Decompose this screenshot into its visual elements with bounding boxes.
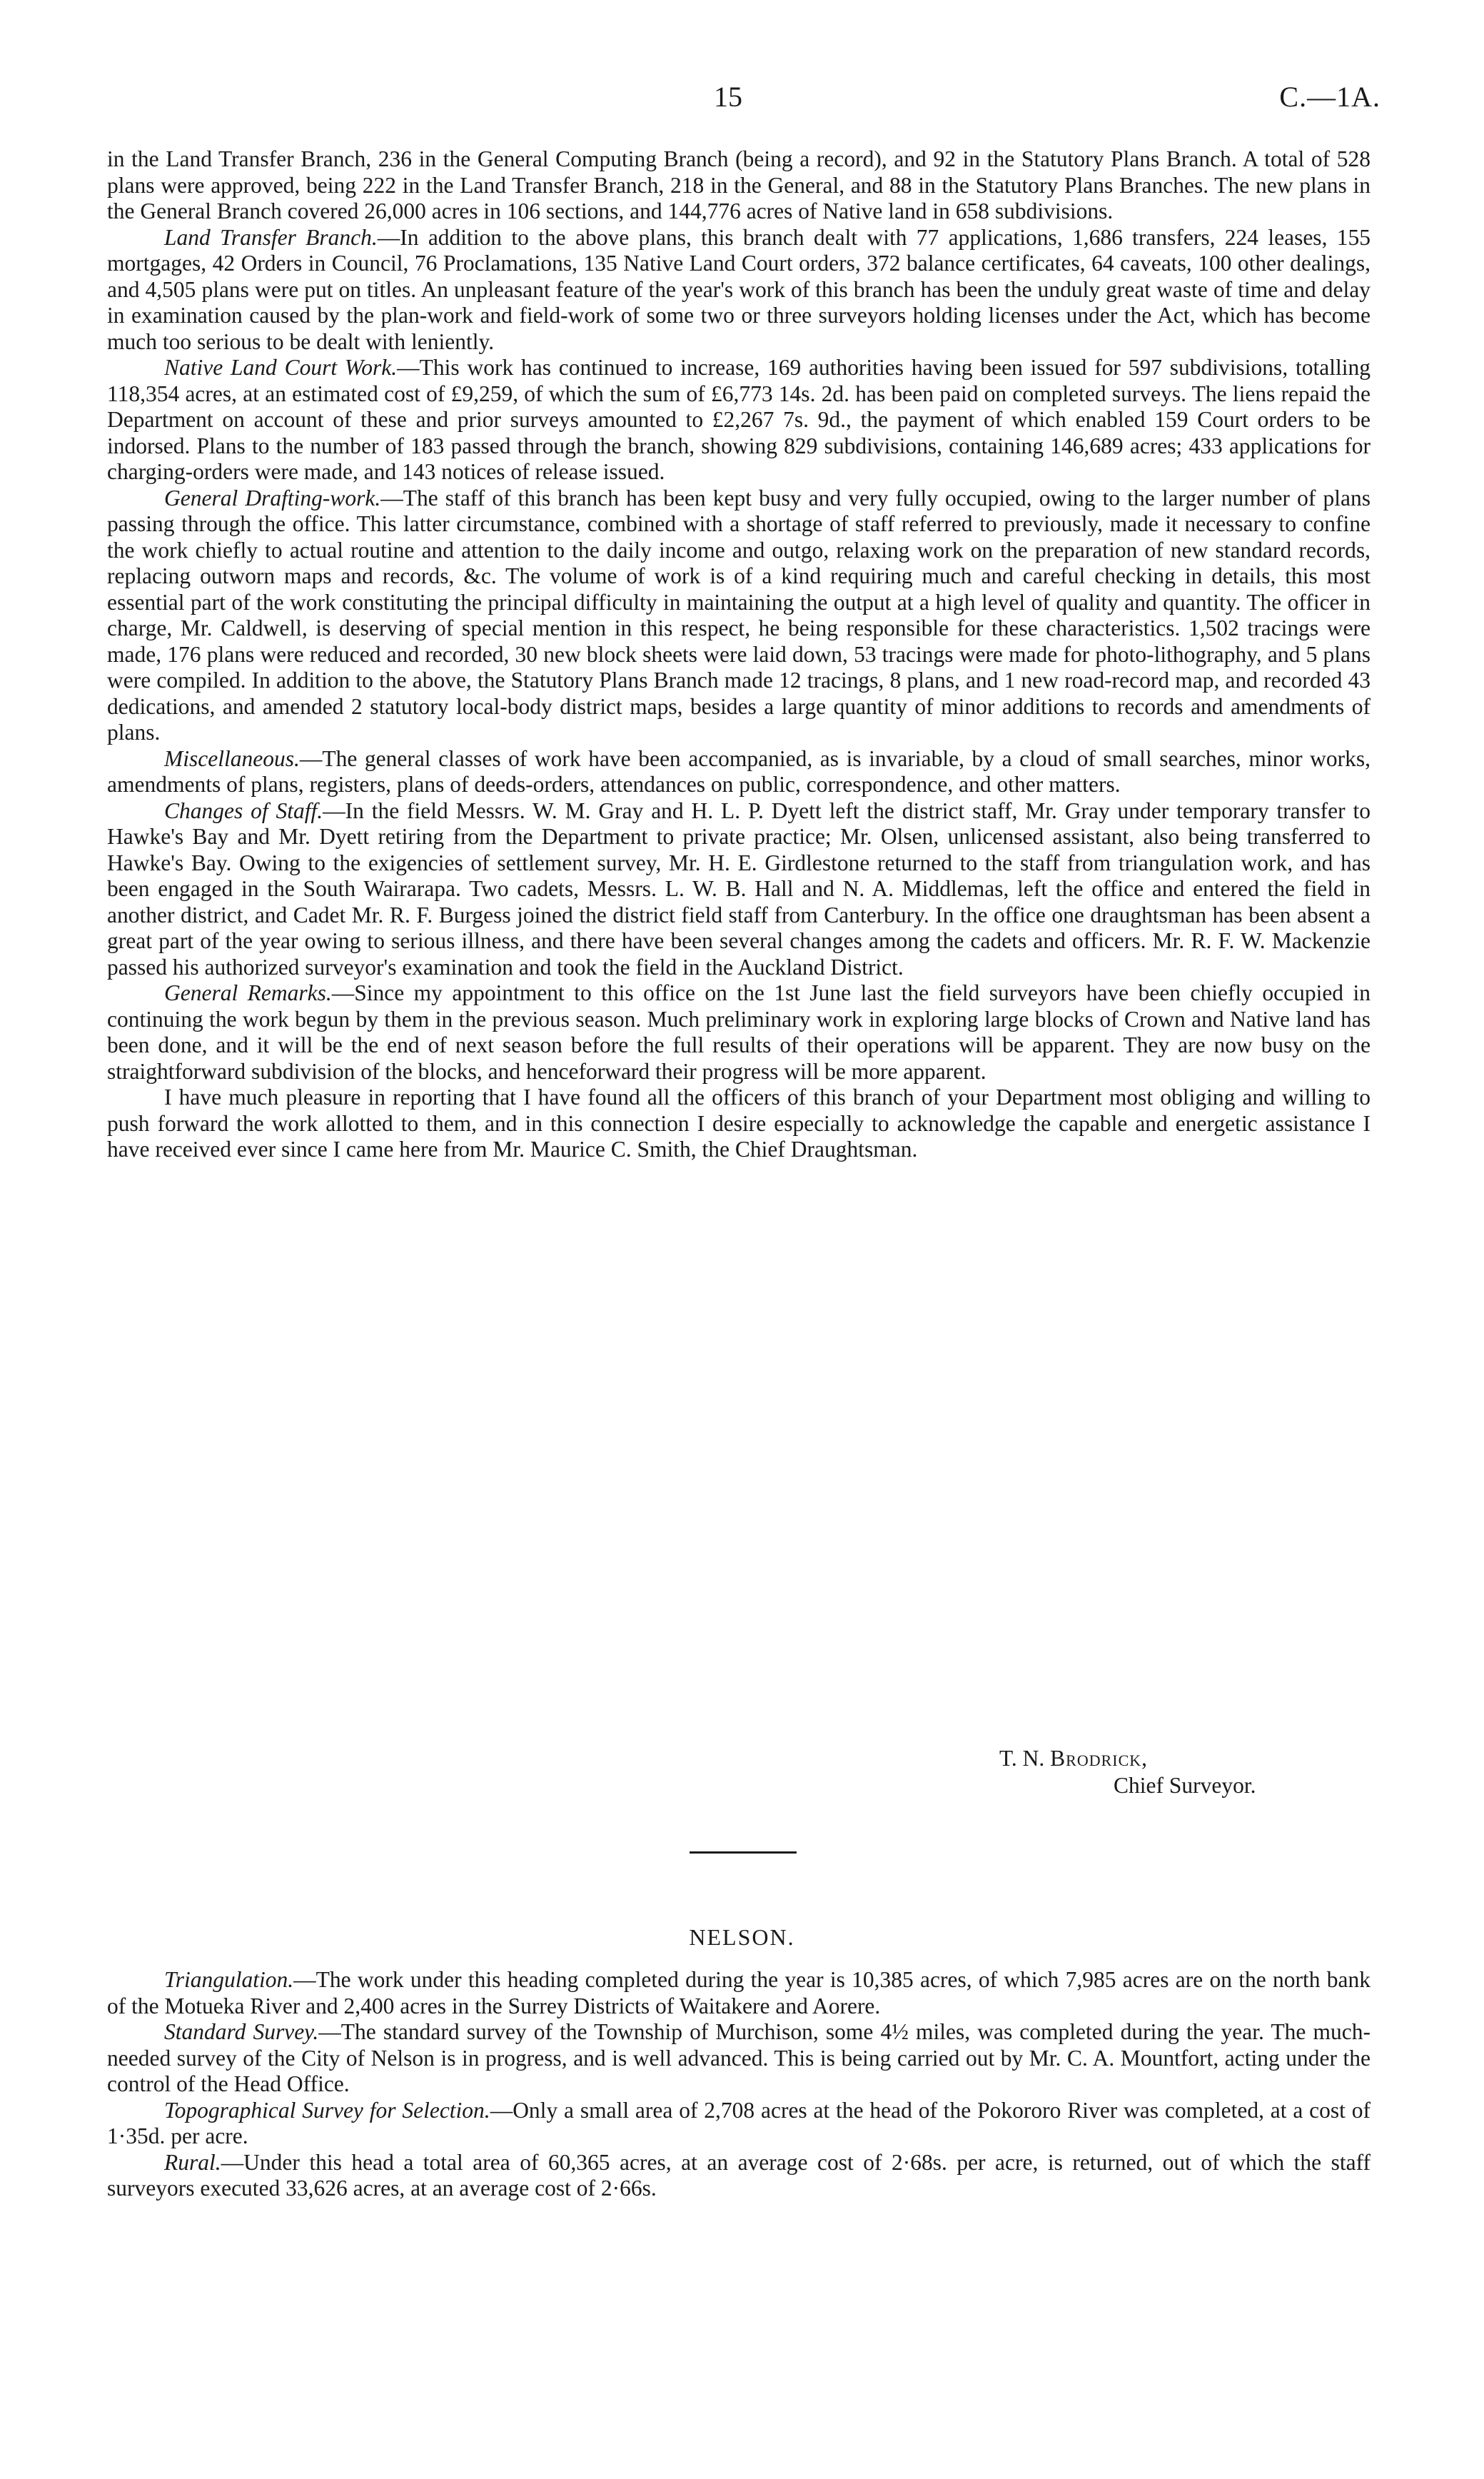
paragraph [107,980,1371,1085]
paragraph-text: —The work under this heading completed during the year is 10,385 acres, of which 7,985 acres are on the north bank of the Motueka River and 2,400 acres in the Surrey Districts of Waitakere and Aorere. [107,1967,1371,2018]
signatory-title: Chief Surveyor. [1114,1773,1256,1798]
paragraph-text: I have much pleasure in reporting that I have found all the officers of this branch of your Department most obliging and willing to push forward the work allotted to them, and in this connection I desire especially to acknowledge the capable and energetic assistance I have received ever since I came here from Mr. Maurice C. Smith, the Chief Draughtsman. [107,1085,1371,1162]
paragraph-heading: Standard Survey. [164,2019,319,2044]
paragraph [107,2150,1371,2202]
section-divider [690,1851,797,1854]
signatory-initials: T. N. [999,1746,1045,1771]
paragraph-heading: Changes of Staff. [164,798,323,823]
paragraph-text: —Only a small area of 2,708 acres at the head of the Pokororo River was completed, at a cost of 1·35d. per acre. [107,2097,1371,2148]
paragraph [107,2019,1371,2098]
paragraph-text: —Since my appointment to this office on the 1st June last the field surveyors have been chiefly occupied in continuing the work begun by them in the previous season. Much preliminary work in exploring large blocks of Crown and Native land has been done, and it will be the end of next season before the full results of their operations will be apparent. They are now busy on the straightforward subdivision of the blocks, and henceforward their progress will be more apparent. [107,980,1371,1084]
report-body [107,146,1371,1163]
section-heading: NELSON. [689,1924,795,1950]
paragraph-text: in the Land Transfer Branch, 236 in the General Computing Branch (being a record), and 92 in the Statutory Plans Branch. A total of 528 plans were approved, being 222 in the Land Transfer Branch, 218 in the General, and 88 in the Statutory Plans Branches. The new plans in the General Branch covered 26,000 acres in 106 sections, and 144,776 acres of Native land in 658 subdivisions. [107,146,1371,223]
paragraph-text: —Under this head a total area of 60,365 acres, at an average cost of 2·68s. per acre, is returned, out of which the staff surveyors executed 33,626 acres, at an average cost of 2·66s. [107,2149,1371,2201]
paragraph-text: —The standard survey of the Township of Murchison, some 4½ miles, was completed during the year. The much-needed survey of the City of Nelson is in progress, and is well advanced. This is being carried out by Mr. C. A. Mountfort, acting under the control of the Head Office. [107,2019,1371,2096]
nelson-body [107,1967,1371,2202]
paragraph [107,2098,1371,2150]
paragraph-heading: Rural. [164,2149,221,2175]
paragraph-text: —The staff of this branch has been kept busy and very fully occupied, owing to the larger number of plans passing through the office. This latter circumstance, combined with a shortage of staff referred to previously, made it necessary to confine the work chiefly to actual routine and attention to the daily income and outgo, relaxing work on the preparation of new standard records, replacing outworn maps and records, &c. The volume of work is of a kind requiring much and careful checking in details, this most essential part of the work constituting the principal difficulty in maintaining the output at a high level of quality and quantity. The officer in charge, Mr. Caldwell, is deserving of special mention in this respect, he being responsible for these characteristics. 1,502 tracings were made, 176 plans were reduced and recorded, 30 new block sheets were laid down, 53 tracings were made for photo-lithography, and 5 plans were compiled. In addition to the above, the Statutory Plans Branch made 12 tracings, 8 plans, and 1 new road-record map, and recorded 43 dedications, and amended 2 statutory local-body district maps, besides a large quantity of minor additions to records and amendments of plans. [107,485,1371,745]
paragraph-text: —This work has continued to increase, 169 authorities having been issued for 597 subdivisions, totalling 118,354 acres, at an estimated cost of £9,259, of which the sum of £6,773 14s. 2d. has been paid on completed surveys. The liens repaid the Department on account of these and prior surveys amounted to £2,267 7s. 9d., the payment of which enabled 159 Court orders to be indorsed. Plans to the number of 183 passed through the branch, showing 829 subdivisions, containing 146,689 acres; 433 applications for charging-orders were made, and 143 notices of release issued. [107,355,1371,484]
page-number: 15 [714,81,742,113]
paragraph-heading: Native Land Court Work. [164,355,398,380]
paragraph-text: —The general classes of work have been accompanied, as is invariable, by a cloud of small searches, minor works, amendments of plans, registers, plans of deeds-orders, attendances on public, correspondence, and other matters. [107,745,1371,797]
paragraph-heading: Miscellaneous. [164,745,300,771]
paragraph [107,798,1371,981]
paragraph-text: —In addition to the above plans, this branch dealt with 77 applications, 1,686 transfers, 224 leases, 155 mortgages, 42 Orders in Council, 76 Proclamations, 135 Native Land Court orders, 372 balance certificates, 64 caveats, 100 other dealings, and 4,505 plans were put on titles. An unpleasant feature of the year's work of this branch has been the unduly great waste of time and delay in examination caused by the plan-work and field-work of some two or three surveyors holding licenses under the Act, which has become much too serious to be dealt with leniently. [107,224,1371,354]
paragraph [107,225,1371,356]
paragraph [107,486,1371,746]
paragraph-text: —In the field Messrs. W. M. Gray and H. L. P. Dyett left the district staff, Mr. Gray under temporary transfer to Hawke's Bay and Mr. Dyett retiring from the Department to private practice; Mr. Olsen, unlicensed assistant, also being transferred to Hawke's Bay. Owing to the exigencies of settlement survey, Mr. H. E. Girdlestone returned to the staff from triangulation work, and has been engaged in the South Wairarapa. Two cadets, Messrs. L. W. B. Hall and N. A. Middlemas, left the office and entered the field in another district, and Cadet Mr. R. F. Burgess joined the district field staff from Canterbury. In the office one draughtsman has been absent a great part of the year owing to serious illness, and there have been several changes among the cadets and officers. Mr. R. F. W. Mackenzie passed his authorized surveyor's examination and took the field in the Auckland District. [107,798,1371,980]
signatory-name [999,1746,1148,1772]
signatory-surname: Brodrick, [1050,1746,1149,1771]
paragraph [107,746,1371,798]
document-reference: C.—1A. [1279,81,1380,113]
paragraph-heading: Triangulation. [164,1967,294,1992]
paragraph [107,1085,1371,1163]
paragraph [107,355,1371,486]
paragraph [107,146,1371,225]
paragraph-heading: Topographical Survey for Selection. [164,2097,490,2123]
paragraph-heading: Land Transfer Branch. [164,224,378,250]
paragraph-heading: General Remarks. [164,980,332,1005]
paragraph-heading: General Drafting-work. [164,485,381,511]
paragraph [107,1967,1371,2019]
